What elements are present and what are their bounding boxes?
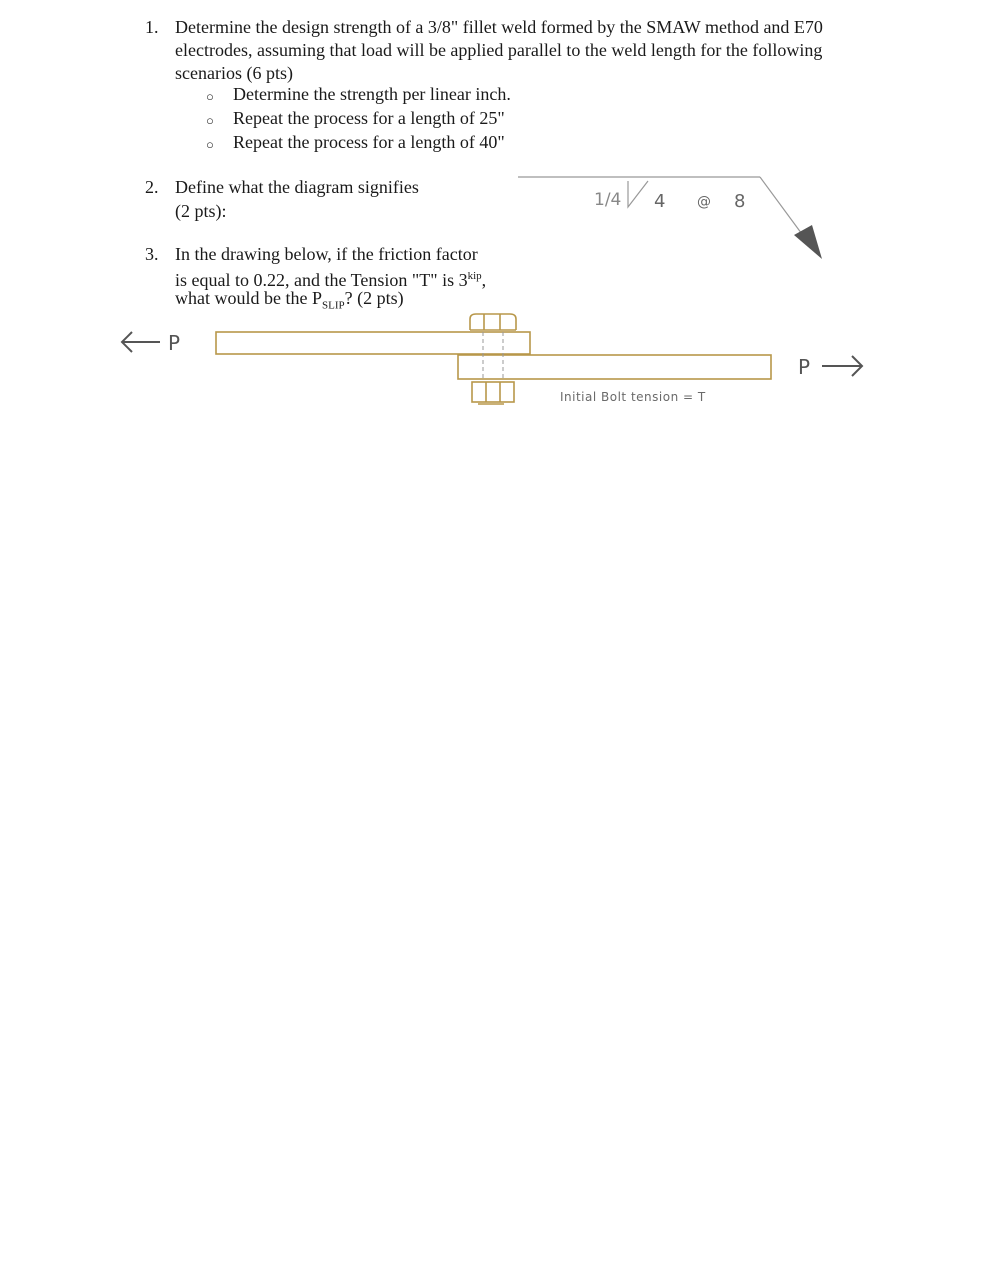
bolt-icon [470,314,516,404]
q2-number: 2. [145,177,159,197]
left-load-arrow [122,332,160,352]
arrowhead-icon [794,225,822,259]
bolt-centerline [483,332,503,380]
weld-length-label: 4 [654,191,666,212]
bottom-plate [458,355,771,379]
q1-line-1: Determine the design strength of a 3/8" fillet weld formed by the SMAW method and E70 [175,17,823,37]
q3-line-3: what would be the $P_{SLIP}$? (2 pts) [175,288,404,312]
q1-number: 1. [145,17,159,37]
weld-pitch-label: 8 [734,191,746,212]
weld-symbol-diagram [510,165,830,265]
bolt-tension-caption: Initial Bolt tension = T [560,390,706,404]
q2-line-1: Define what the diagram signifies [175,177,419,197]
weld-size-label: 1/4 [594,190,622,210]
bolted-joint-drawing [0,300,989,420]
q1-bullet-3: Repeat the process for a length of 40" [233,132,505,152]
q1-line-2: electrodes, assuming that load will be applied parallel to the weld length for the following [175,40,823,60]
q3-line-1: In the drawing below, if the friction factor [175,244,478,264]
right-load-label: P [798,355,811,379]
bullet-icon: ○ [206,137,214,152]
q3-line-2: is equal to 0.22, and the Tension "T" is $3^{kip}$, [175,270,487,290]
q2-line-2: (2 pts): [175,201,227,221]
q1-bullet-1: Determine the strength per linear inch. [233,84,511,104]
right-load-arrow [822,356,862,376]
bullet-icon: ○ [206,89,214,104]
q3-number: 3. [145,244,159,264]
q1-bullet-2: Repeat the process for a length of 25" [233,108,505,128]
left-load-label: P [168,331,181,355]
weld-at-symbol: @ [697,194,711,210]
q1-line-3: scenarios (6 pts) [175,63,293,83]
bullet-icon: ○ [206,113,214,128]
fillet-weld-triangle-icon [628,181,648,207]
